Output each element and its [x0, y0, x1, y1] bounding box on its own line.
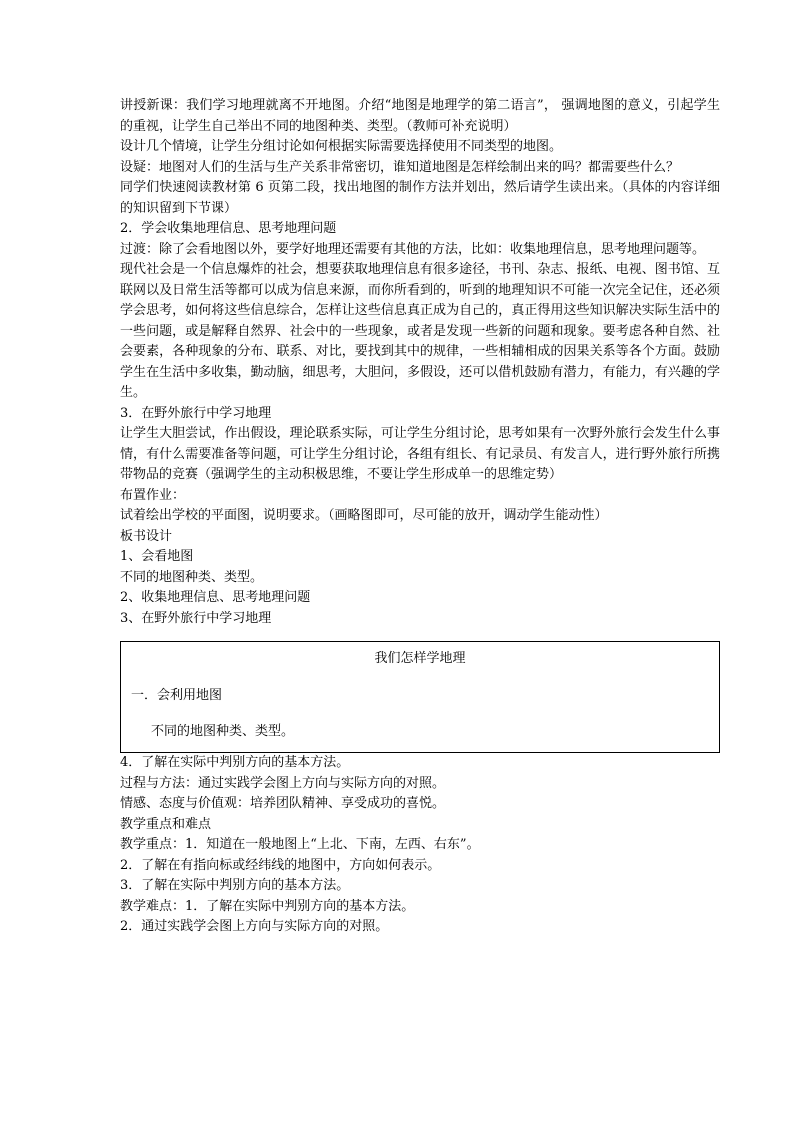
board-item-3: 3、在野外旅行中学习地理	[120, 610, 272, 626]
paragraph-difficulty-2: 2．通过实践学会图上方向与实际方向的对照。	[120, 919, 389, 934]
board-item-2: 2、收集地理信息、思考地理问题	[120, 590, 311, 605]
paragraph-key-point-1: 教学重点：1．知道在一般地图上“上北、下南，左西、右东”。	[120, 837, 480, 852]
paragraph-process-method: 过程与方法：通过实践学会图上方向与实际方向的对照。	[120, 775, 446, 791]
section-heading-3: 3．在野外旅行中学习地理	[120, 405, 272, 421]
paragraph-objective-4: 4．了解在实际中判别方向的基本方法。	[120, 755, 350, 770]
paragraph-transition: 过渡：除了会看地图以外，要学好地理还需要有其他的方法，比如：收集地理信息，思考地理问题等。	[120, 241, 706, 257]
board-item-1: 1、会看地图	[120, 549, 194, 564]
paragraph-board-design: 板书设计	[120, 528, 173, 544]
board-box-title: 我们怎样学地理	[374, 651, 466, 666]
paragraph-field-trip: 让学生大胆尝试，作出假设，理论联系实际，可让学生分组讨论，思考如果有一次野外旅行会发生什么事情，有什么需要准备等问题，可让学生分组讨论，各组有组长、有记录员、有发言人，进行野外旅行所携带物品的竞赛（强调学生的主动积极思维，不要让学生形成单一的思维定势）	[120, 426, 720, 482]
paragraph-information-society: 现代社会是一个信息爆炸的社会，想要获取地理信息有很多途径，书刊、杂志、报纸、电视、图书馆、互联网以及日常生活等都可以成为信息来源，而你所看到的，听到的地理知识不可能一次完全记住，还必须学会思考，如何将这些信息综合，怎样让这些信息真正成为自己的，真正得用这些知识解决实际生活中的一些问题，或是解释自然界、社会中的一些现象，或者是发现一些新的问题和现象。要考虑各种自然、社会要素，各种现象的分布、联系、对比，要找到其中的规律，一些相辅相成的因果关系等各个方面。鼓励学生在生活中多收集，勤动脑，细思考，大胆问，多假设，还可以借机鼓励有潜力，有能力，有兴趣的学生。	[120, 262, 720, 400]
document-page	[120, 96, 720, 938]
board-item-1-detail: 不同的地图种类、类型。	[120, 569, 264, 585]
paragraph-key-points-heading: 教学重点和难点	[120, 816, 212, 832]
paragraph-homework: 试着绘出学校的平面图，说明要求。（画略图即可，尽可能的放开，调动学生能动性）	[120, 508, 608, 523]
board-box-heading: 一．会利用地图	[131, 688, 223, 703]
board-box	[120, 641, 720, 753]
paragraph-difficulty-1: 教学难点：1．了解在实际中判别方向的基本方法。	[120, 898, 415, 914]
paragraph-homework-label: 布置作业：	[120, 487, 186, 503]
paragraph-emotion-values: 情感、态度与价值观：培养团队精神、享受成功的喜悦。	[120, 796, 446, 811]
paragraph-scenario: 设计几个情境，让学生分组讨论如何根据实际需要选择使用不同类型的地图。	[120, 139, 563, 154]
board-box-item: 不同的地图种类、类型。	[151, 724, 295, 739]
section-heading-2: 2．学会收集地理信息、思考地理问题	[120, 221, 337, 236]
paragraph-lecture-intro: 讲授新课：我们学习地理就离不开地图。介绍“地图是地理学的第二语言”， 强调地图的意义，引起学生的重视，让学生自己举出不同的地图种类、类型。（教师可补充说明）	[120, 98, 720, 134]
paragraph-reading: 同学们快速阅读教材第 6 页第二段，找出地图的制作方法并划出，然后请学生读出来。（具体的内容详细的知识留到下节课）	[120, 180, 720, 216]
paragraph-key-point-2: 2．了解在有指向标或经纬线的地图中，方向如何表示。	[120, 857, 441, 873]
paragraph-question: 设疑：地图对人们的生活与生产关系非常密切，谁知道地图是怎样绘制出来的吗？都需要些什么？	[120, 159, 680, 175]
paragraph-key-point-3: 3．了解在实际中判别方向的基本方法。	[120, 878, 350, 893]
